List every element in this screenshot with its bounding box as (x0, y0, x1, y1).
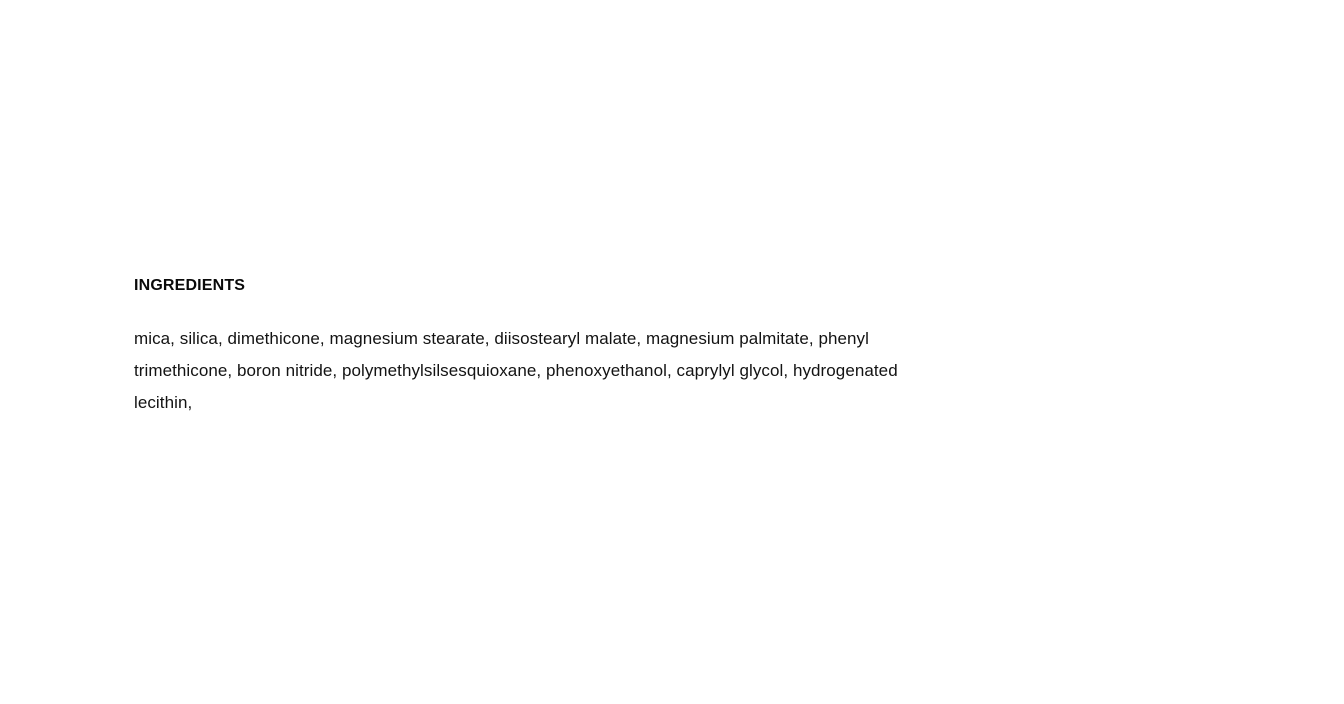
ingredients-section (134, 276, 950, 419)
ingredients-list-text: mica, silica, dimethicone, magnesium stearate, diisostearyl malate, magnesium palmitate, phenyl trimethicone, boron nitride, polymethylsilsesquioxane, phenoxyethanol, caprylyl glycol, hydrogenated lecithin, (134, 329, 898, 413)
ingredients-heading: INGREDIENTS (134, 277, 246, 294)
